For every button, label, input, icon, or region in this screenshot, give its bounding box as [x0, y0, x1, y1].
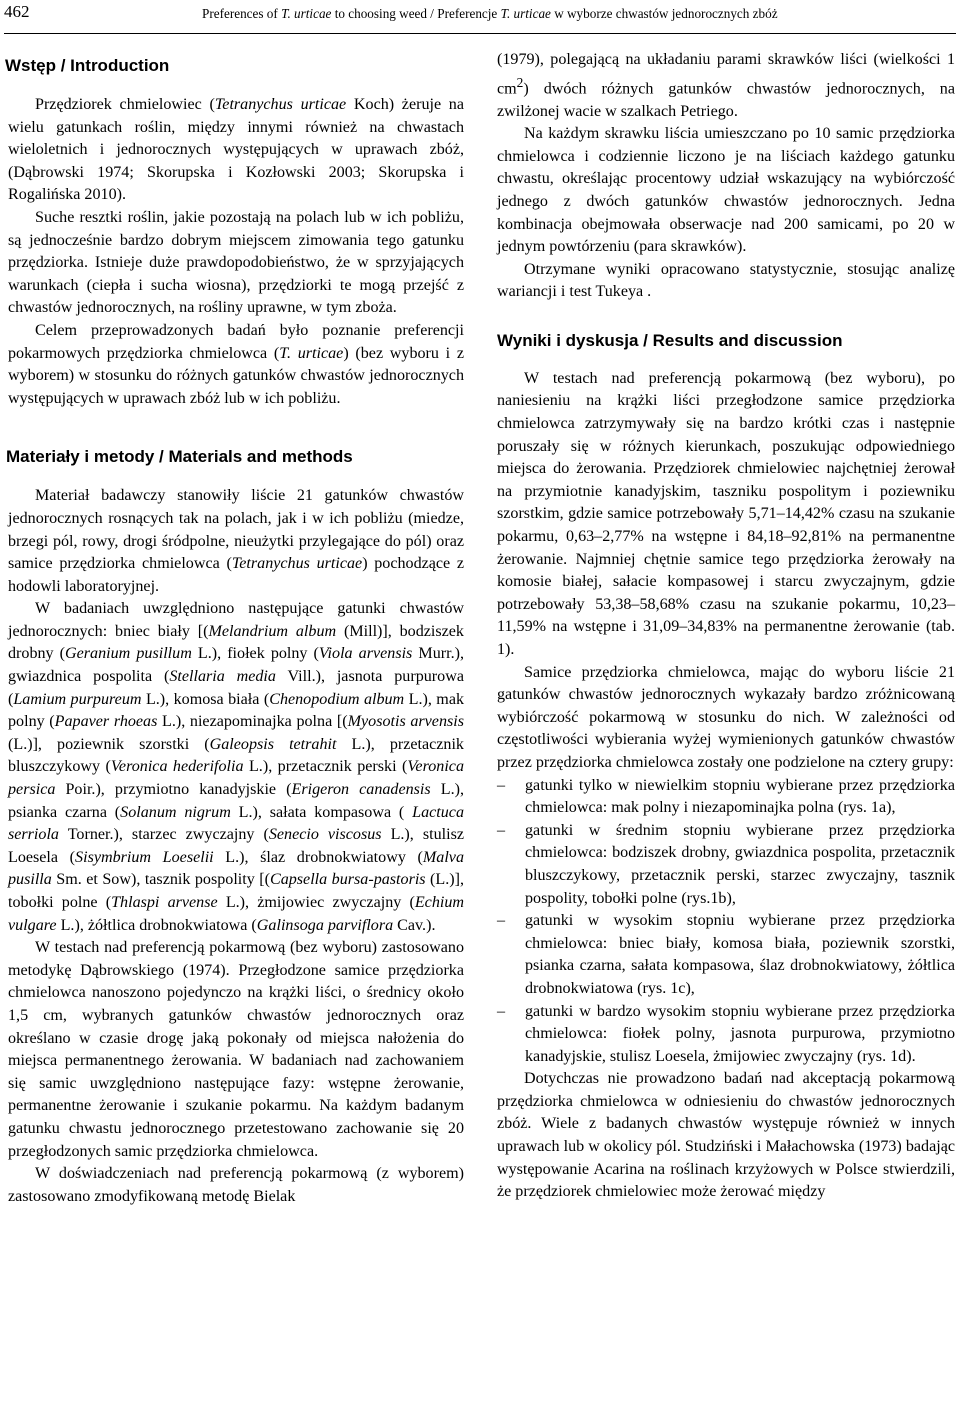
methods-paragraph-1: Materiał badawczy stanowiły liście 21 gatunków chwastów jednorocznych rosnących tak na polach, jak i w ich pobliżu (miedze, brzegi pól, rowy, drogi śródpolne, nieużytki przylegające do pól) oraz samice przędziorka chmielowca (Tetranychus urticae) pochodzące z hodowli laboratoryjnej.: [8, 487, 465, 595]
list-item: [497, 1001, 955, 1069]
group-4-text: gatunki w bardzo wysokim stopniu wybierane przez przędziorka chmielowca: fiołek polny, jasnota purpurowa, przymiotno kanadyjskie, stulisz Loesela, żmijowiec zwyczajny (rys. 1d).: [525, 1002, 955, 1065]
methods-paragraph-2: W badaniach uwzględniono następujące gatunki chwastów jednorocznych: bniec biały [(Melandrium album (Mill)], bodziszek drobny (Geranium pusillum L.), fiołek polny (Viola arvensis Murr.), gwiazdnica pospolita (Stellaria media Vill.), jasnota purpurowa (Lamium purpureum L.), komosa biała (Chenopodium album L.), mak polny (Papaver rhoeas L.), niezapominajka polna [(Myosotis arvensis (L.)], poziewnik szorstki (Galeopsis tetrahit L.), przetacznik bluszczykowy (Veronica hederifolia L.), przetacznik perski (Veronica persica Poir.), przymiotno kanadyjskie (Erigeron canadensis L.), psianka czarna (Solanum nigrum L.), sałata kompasowa ( Lactuca serriola Torner.), starzec zwyczajny (Senecio viscosus L.), stulisz Loesela (Sisymbrium Loeselii L.), ślaz drobnokwiatowy (Malva pusilla Sm. et Sow), tasznik pospolity [(Capsella bursa-pastoris (L.)], tobołki polne (Thlaspi arvense L.), żmijowiec zwyczajny (Echium vulgare L.), żółtlica drobnokwiatowa (Galinsoga parviflora Cav.).: [8, 600, 465, 934]
right-column: [497, 49, 955, 1204]
methods-paragraph-6: Otrzymane wyniki opracowano statystycznie, stosując analizę wariancji i test Tukeya .: [497, 260, 955, 301]
methods-paragraph-4: W doświadczeniach nad preferencją pokarmową (z wyborem) zastosowano zmodyfikowaną metodę Bielak: [8, 1165, 464, 1205]
methods-paragraph-3: W testach nad preferencją pokarmową (bez wyboru) zastosowano metodykę Dąbrowskiego (1974). Przegłodzone samice przędziorka chmielowca nanoszono pojedynczo na krążki liści, o średnicy około 1,5 cm, wybranych gatunków chwastów jednorocznych oraz określano w czasie drogę jaką pokonały od miejsca nałożenia do miejsca permanentnego żerowania. W badaniach nad zachowaniem się samic uwzględniono następujące fazy: wstępne żerowanie, permanentne żerowanie i szukanie pokarmu. Na każdym badanym gatunku chwastu jednorocznego przetestowano zachowanie się 20 przegłodzonych samic przędziorka chmielowca.: [8, 939, 464, 1160]
list-item: [497, 820, 955, 910]
intro-paragraph-2: Suche resztki roślin, jakie pozostają na polach lub w ich pobliżu, są jednocześnie bardzo dobrym miejscem zimowania tego gatunku przędziorka. Istnieje duże prawdopodobieństwo, że w sprzyjających warunkach (ciepła i sucha wiosna), przędziorki te mogą przejść z chwastów jednorocznych, na rośliny uprawne, w tym zboża.: [8, 208, 464, 317]
header-divider: [4, 33, 956, 34]
intro-paragraph-3: Celem przeprowadzonych badań było poznanie preferencji pokarmowych przędziorka chmielowca (T. urticae) (bez wyboru i z wyborem) w stosunku do różnych gatunków chwastów jednorocznych występujących w uprawach zbóż lub w ich pobliżu.: [8, 321, 464, 407]
left-column: [5, 49, 465, 1208]
page-number: 462: [4, 2, 30, 21]
group-1-text: gatunki tylko w niewielkim stopniu wybierane przez przędziorka chmielowca: mak polny i niezapominajka polna (rys. 1a),: [525, 776, 955, 817]
intro-paragraph-1: Przędziorek chmielowiec (Tetranychus urticae Koch) żeruje na wielu gatunkach roślin, między innymi również na chwastach wieloletnich i jednorocznych występujących w uprawach zbóż, (Dąbrowski 1974; Skorupska i Kozłowski 2003; Skorupska i Rogalińska 2010).: [8, 96, 464, 204]
methods-paragraph-5: Na każdym skrawku liścia umieszczano po 10 samic przędziorka chmielowca i codziennie liczono je na liściach każdego gatunku chwastu, określając procentowy udział wskazujący na wybiórczość jednego z dwóch gatunków chwastów jednorocznych. Jedna kombinacja obejmowała obserwacje nad 200 samicami, po 20 w jednym powtórzeniu (para skrawków).: [497, 125, 955, 256]
list-item: [497, 775, 955, 820]
group-2-text: gatunki w średnim stopniu wybierane przez przędziorka chmielowca: bodziszek drobny, gwiazdnica pospolita, przetacznik bluszczykowy, przetacznik perski, starzec zwyczajny, tasznik pospolity, tobołki polne (rys.1b),: [525, 821, 955, 907]
dash-marker: –: [497, 912, 506, 930]
results-paragraph-3: Dotychczas nie prowadzono badań nad akceptacją pokarmową przędziorka chmielowca w odniesieniu do chwastów jednorocznych zbóż. Wiele z badanych chwastów występuje również w innych uprawach lub w okolicy pól. Studziński i Małachowska (1973) badając występowanie Acarina na roślinach krzyżowych w Polsce stwierdzili, że przędziorek chmielowiec może żerować między: [497, 1070, 955, 1201]
methods-heading: Materiały i metody / Materials and methods: [6, 447, 353, 467]
intro-heading: Wstęp / Introduction: [5, 56, 170, 75]
dash-marker: –: [497, 1002, 506, 1020]
dash-marker: –: [497, 776, 506, 794]
results-heading: Wyniki i dyskusja / Results and discussion: [497, 330, 843, 350]
weed-groups-list: [497, 775, 955, 1069]
list-item: [497, 910, 955, 1000]
group-3-text: gatunki w wysokim stopniu wybierane przez przędziorka chmielowca: bniec biały, komosa biała, poziewnik szorstki, psianka czarna, sałata kompasowa, ślaz drobnokwiatowy, żółtlica drobnokwiatowa (rys. 1c),: [525, 912, 955, 997]
results-paragraph-1: W testach nad preferencją pokarmową (bez wyboru), po naniesieniu na krążki liści przegłodzone samice przędziorka chmielowca zatrzymywały się na bardzo krótki czas i następnie poruszały się w różnych kierunkach, poszukując odpowiedniego miejsca do żerowania. Przędziorek chmielowiec najchętniej żerował na przymiotnie kanadyjskim, taszniku pospolitym i poziewniku szorstkim, gdzie samice potrzebowały 5,71–14,42% czasu na szukanie pokarmu, 0,63–2,77% na wstępne i 84,18–92,81% na permanentne żerowanie. Najmniej chętnie samice tego przędziorka żerowały na komosie białej, sałacie kompasowej i starcu zwyczajnym, gdzie potrzebowały 53,38–58,68% czasu na szukanie pokarmu, 10,23–11,59% na wstępne i 31,09–34,83% na permanentne żerowanie (tab. 1).: [497, 369, 955, 659]
continued-paragraph: (1979), polegającą na układaniu parami skrawków liści (wielkości 1 $cm^2$) dwóch różnych gatunków chwastów jednorocznych, na zwilżonej wacie w szalkach Petriego.: [497, 51, 955, 120]
running-title: Preferences of T. urticae to choosing weed / Preferencje T. urticae w wyborze chwastów jednorocznych zbóż: [202, 6, 778, 21]
dash-marker: –: [497, 821, 506, 839]
results-paragraph-2: Samice przędziorka chmielowca, mając do wyboru liście 21 gatunków chwastów jednorocznych wykazały bardzo zróżnicowaną wybiórczość pokarmową w stosunku do nich. W zależności od częstotliwości wybierania wyżej wymienionych gatunków chwastów przez przędziorka chmielowca zostały one podzielone na cztery grupy:: [497, 663, 955, 771]
